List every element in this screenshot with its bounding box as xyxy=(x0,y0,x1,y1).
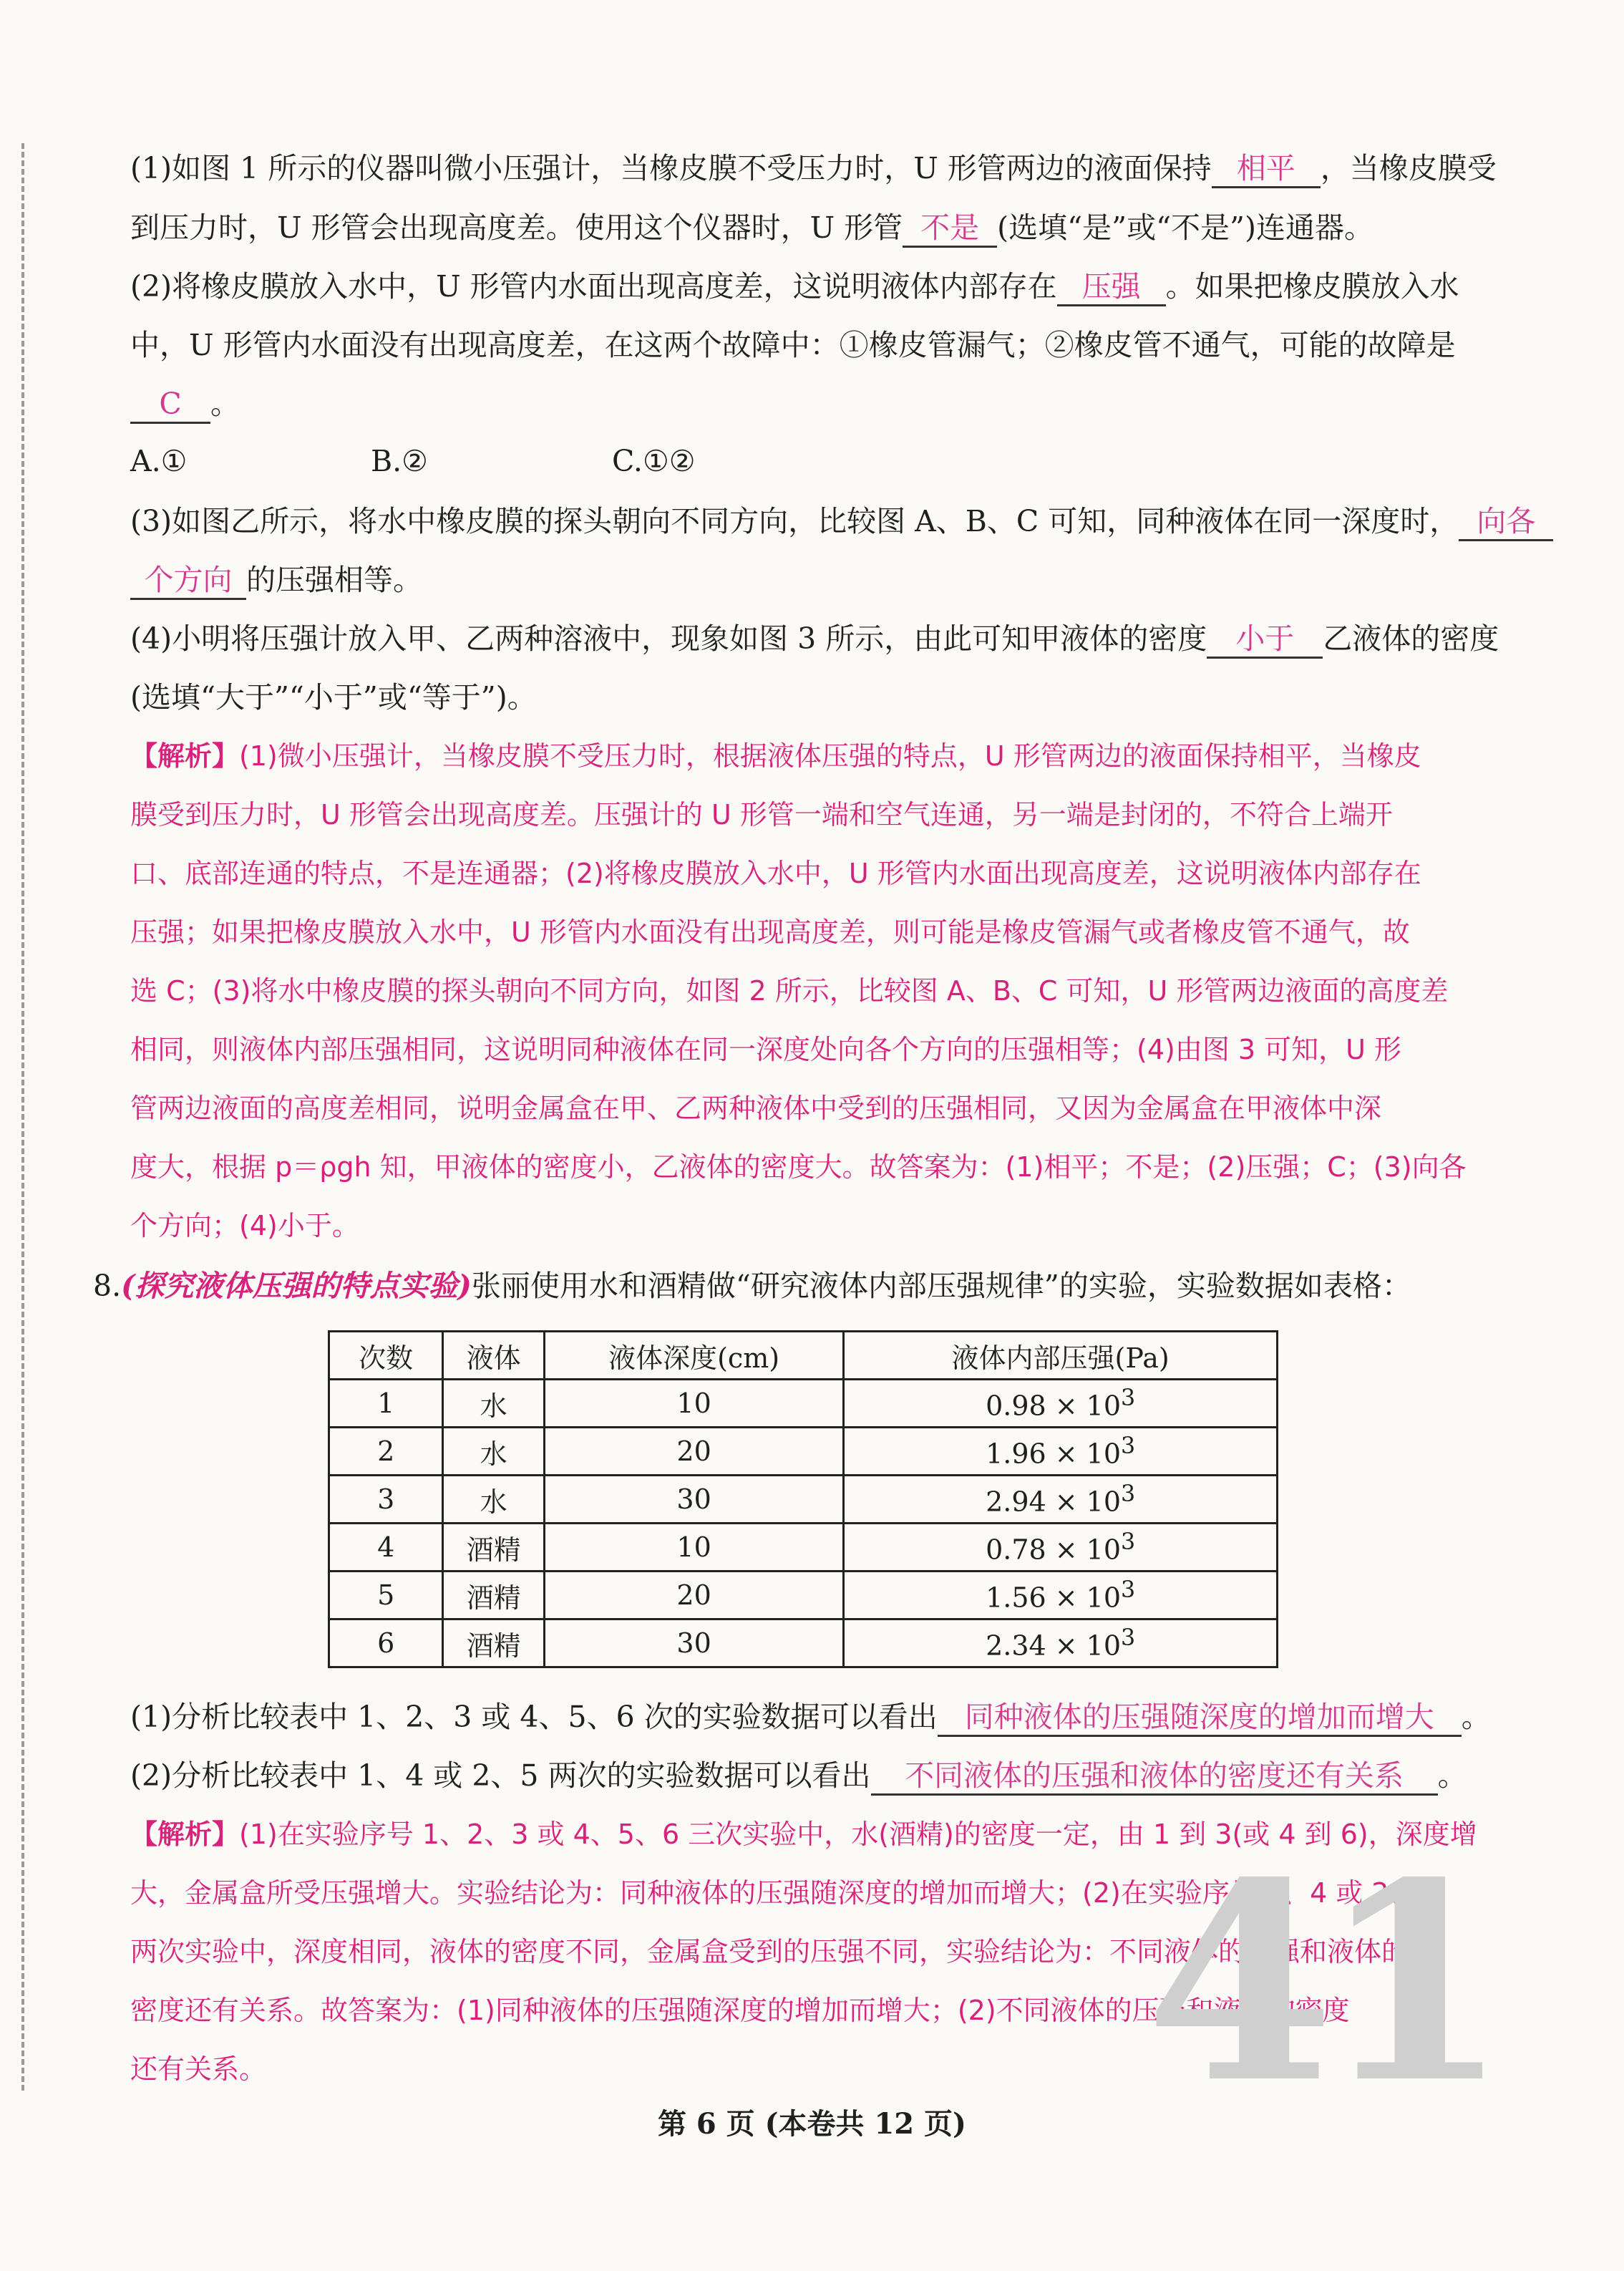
cell-liquid: 水 xyxy=(443,1380,545,1428)
solution8-line4: 密度还有关系。故答案为：(1)同种液体的压强随深度的增加而增大；(2)不同液体的压强和液体的密度 xyxy=(130,1995,1350,2026)
solution7-line2: 膜受到压力时，U 形管会出现高度差。压强计的 U 形管一端和空气连通，另一端是封闭的，不符合上端开 xyxy=(130,799,1393,831)
table-header-row xyxy=(329,1332,1278,1380)
cell-liquid: 酒精 xyxy=(443,1572,545,1619)
cell-pressure: $2.34 \times 10^3$ xyxy=(844,1619,1278,1667)
cell-depth: 10 xyxy=(544,1380,843,1428)
q7-part2-line2: 中，U 形管内水面没有出现高度差，在这两个故障中：①橡皮管漏气；②橡皮管不通气，可能的故障是 xyxy=(130,328,1456,362)
cell-depth: 20 xyxy=(544,1572,843,1619)
q7-answer-6: 小于 xyxy=(1207,621,1323,659)
q7-answer-5b: 个方向 xyxy=(130,562,246,600)
q7-part1-line2: 到压力时，U 形管会出现高度差。使用这个仪器时，U 形管 不是 (选填“是”或“不是”)连通器。 xyxy=(130,206,1483,249)
solution8-line1: 【解析】(1)在实验序号 1、2、3 或 4、5、6 三次实验中，水(酒精)的密度一定，由 1 到 3(或 4 到 6)，深度增 xyxy=(130,1819,1477,1850)
solution7-line8: 度大，根据 p＝ρgh 知，甲液体的密度小，乙液体的密度大。故答案为：(1)相平；不是；(2)压强；C；(3)向各 xyxy=(130,1151,1467,1183)
table-row xyxy=(329,1524,1278,1572)
solution7-line1: 【解析】(1)微小压强计，当橡皮膜不受压力时，根据液体压强的特点，U 形管两边的液面保持相平，当橡皮 xyxy=(130,740,1421,772)
table-row xyxy=(329,1380,1278,1428)
q7-answer-5a: 向各 xyxy=(1459,503,1553,541)
table-row xyxy=(329,1619,1278,1667)
q7-part2-line3: C 。 xyxy=(130,382,1483,425)
solution8-line2: 大，金属盒所受压强增大。实验结论为：同种液体的压强随深度的增加而增大；(2)在实验序号 1、4 或 2、5 xyxy=(130,1877,1434,1909)
cell-depth: 30 xyxy=(544,1619,843,1667)
cell-index: 2 xyxy=(329,1428,443,1476)
option-a: A.① xyxy=(130,444,188,478)
solution-tag: 【解析】 xyxy=(130,740,240,772)
cell-index: 1 xyxy=(329,1380,443,1428)
solution7-line3: 口、底部连通的特点，不是连通器；(2)将橡皮膜放入水中，U 形管内水面出现高度差，这说明液体内部存在 xyxy=(130,858,1421,889)
cell-index: 4 xyxy=(329,1524,443,1572)
q8-answer-2: 不同液体的压强和液体的密度还有关系 xyxy=(871,1758,1438,1796)
solution8-line3: 两次实验中，深度相同，液体的密度不同，金属盒受到的压强不同，实验结论为：不同液体的压强和液体的 xyxy=(130,1936,1409,1967)
solution-tag: 【解析】 xyxy=(130,1819,240,1850)
q7-answer-4: C xyxy=(130,386,210,424)
q8-part1: (1)分析比较表中 1、2、3 或 4、5、6 次的实验数据可以看出 同种液体的压强随深度的增加而增大 。 xyxy=(130,1695,1483,1738)
cell-pressure: $1.96 \times 10^3$ xyxy=(844,1428,1278,1476)
solution7-line4: 压强；如果把橡皮膜放入水中，U 形管内水面没有出现高度差，则可能是橡皮管漏气或者橡皮管不通气，故 xyxy=(130,916,1410,948)
header-cell: 液体内部压强(Pa) xyxy=(844,1332,1278,1380)
cell-index: 6 xyxy=(329,1619,443,1667)
solution7-line7: 管两边液面的高度差相同，说明金属盒在甲、乙两种液体中受到的压强相同，又因为金属盒在甲液体中深 xyxy=(130,1093,1382,1124)
cell-liquid: 水 xyxy=(443,1428,545,1476)
q7-part3-line1: (3)如图乙所示，将水中橡皮膜的探头朝向不同方向，比较图 A、B、C 可知，同种液体在同一深度时， 向各 xyxy=(130,500,1483,543)
table-row xyxy=(329,1428,1278,1476)
cell-index: 5 xyxy=(329,1572,443,1619)
q7-part4-line2: (选填“大于”“小于”或“等于”)。 xyxy=(130,680,537,715)
page-footer: 第 6 页 (本卷共 12 页) xyxy=(658,2107,966,2141)
q8-answer-1: 同种液体的压强随深度的增加而增大 xyxy=(938,1699,1462,1737)
q7-answer-2: 不是 xyxy=(903,210,997,248)
page-watermark-number: 41 xyxy=(1145,1823,1495,2143)
cell-index: 3 xyxy=(329,1476,443,1524)
solution7-line9: 个方向；(4)小于。 xyxy=(130,1210,359,1241)
solution7-line6: 相同，则液体内部压强相同，这说明同种液体在同一深度处向各个方向的压强相等；(4)由图 3 可知，U 形 xyxy=(130,1034,1402,1065)
table-row xyxy=(329,1476,1278,1524)
data-table xyxy=(328,1330,1278,1668)
q7-part2-line1: (2)将橡皮膜放入水中，U 形管内水面出现高度差，这说明液体内部存在 压强 。如果把橡皮膜放入水 xyxy=(130,265,1483,308)
cell-pressure: $0.78 \times 10^3$ xyxy=(844,1524,1278,1572)
cell-pressure: $0.98 \times 10^3$ xyxy=(844,1380,1278,1428)
header-cell: 液体深度(cm) xyxy=(544,1332,843,1380)
cell-depth: 20 xyxy=(544,1428,843,1476)
cell-liquid: 水 xyxy=(443,1476,545,1524)
header-cell: 液体 xyxy=(443,1332,545,1380)
q8-stem: 8.(探究液体压强的特点实验)张丽使用水和酒精做“研究液体内部压强规律”的实验，实验数据如表格： xyxy=(93,1269,1411,1303)
table-row xyxy=(329,1572,1278,1619)
q7-answer-1: 相平 xyxy=(1212,150,1321,188)
cell-liquid: 酒精 xyxy=(443,1619,545,1667)
option-c: C.①② xyxy=(612,444,696,478)
q7-answer-3: 压强 xyxy=(1057,268,1166,306)
solution7-line5: 选 C；(3)将水中橡皮膜的探头朝向不同方向，如图 2 所示，比较图 A、B、C 可知，U 形管两边液面的高度差 xyxy=(130,975,1449,1007)
solution8-line5: 还有关系。 xyxy=(130,2053,267,2085)
q7-part3-line2: 个方向 的压强相等。 xyxy=(130,558,1483,601)
option-b: B.② xyxy=(371,444,428,478)
binding-margin-line xyxy=(21,143,24,2091)
q8-number: 8. xyxy=(93,1269,122,1303)
header-cell: 次数 xyxy=(329,1332,443,1380)
cell-depth: 30 xyxy=(544,1476,843,1524)
cell-depth: 10 xyxy=(544,1524,843,1572)
q8-part2: (2)分析比较表中 1、4 或 2、5 两次的实验数据可以看出 不同液体的压强和液体的密度还有关系 。 xyxy=(130,1754,1483,1797)
cell-pressure: $1.56 \times 10^3$ xyxy=(844,1572,1278,1619)
q7-part4-line1: (4)小明将压强计放入甲、乙两种溶液中，现象如图 3 所示，由此可知甲液体的密度 小于 乙液体的密度 xyxy=(130,617,1483,660)
cell-pressure: $2.94 \times 10^3$ xyxy=(844,1476,1278,1524)
q8-topic-tag: (探究液体压强的特点实验) xyxy=(121,1269,472,1303)
q7-part1-line1: (1)如图 1 所示的仪器叫微小压强计，当橡皮膜不受压力时，U 形管两边的液面保持 相平 ，当橡皮膜受 xyxy=(130,147,1483,190)
cell-liquid: 酒精 xyxy=(443,1524,545,1572)
